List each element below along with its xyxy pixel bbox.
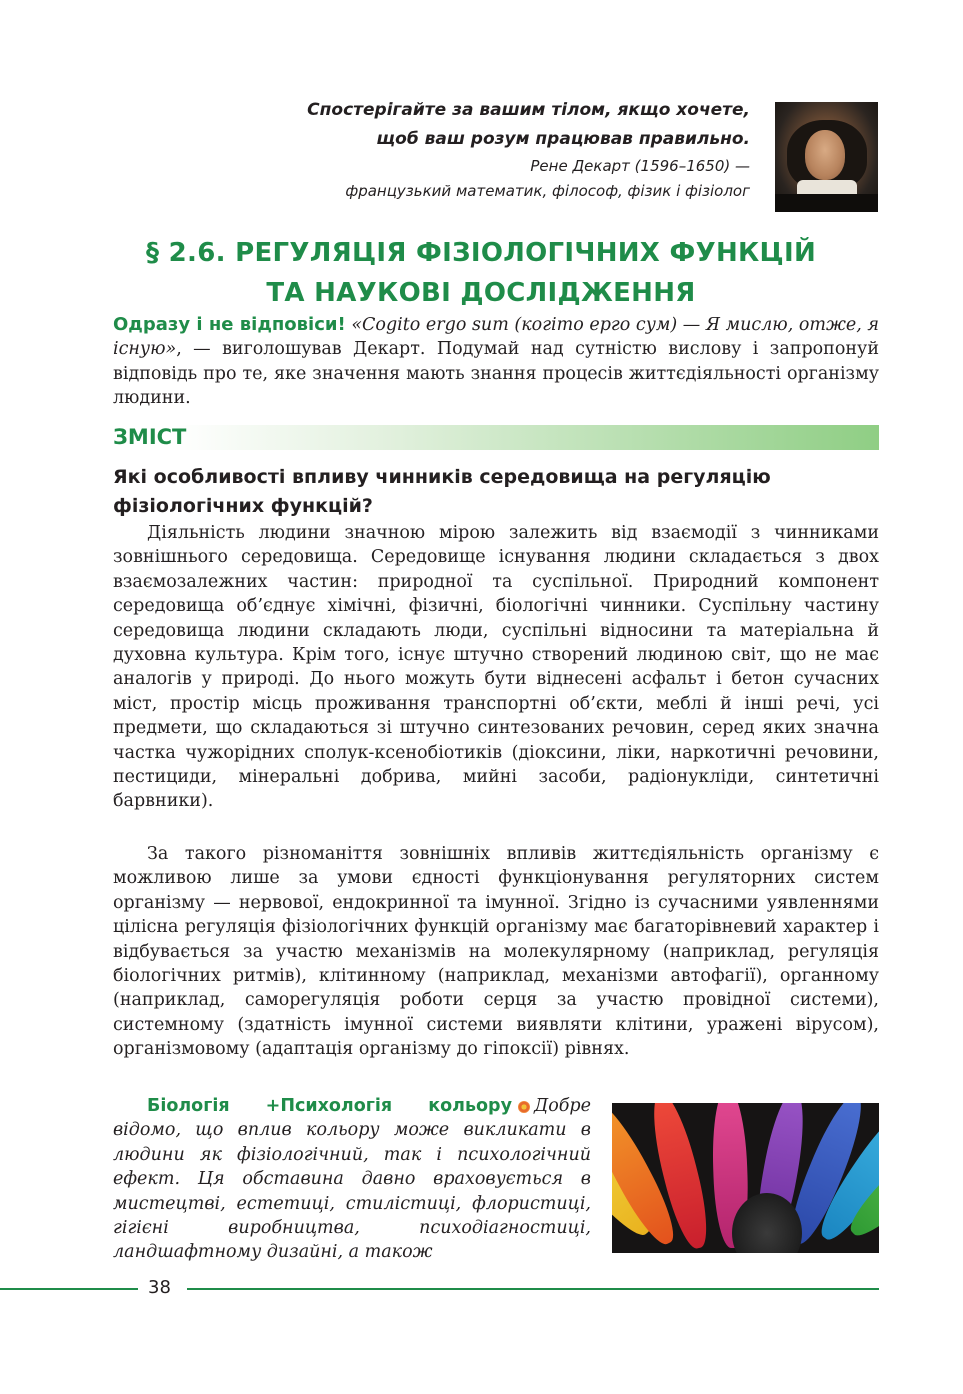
epigraph-author-line-2: французький математик, філософ, фізик і фізіолог [345, 182, 750, 200]
intro-text: , — виголошував Декарт. Подумай над сутністю вислову і запропонуй відповідь про те, яке значення мають знання процесів життєдіяльності організму людини. [113, 339, 879, 409]
intro-paragraph [113, 313, 879, 411]
descartes-portrait [775, 102, 878, 212]
subheading-line-2: фізіологічних функцій? [113, 495, 373, 517]
page-title [0, 233, 963, 313]
subheading-line-1: Які особливості впливу чинників середовища на регуляцію [113, 466, 771, 488]
page-title-line-2: ТА НАУКОВІ ДОСЛІДЖЕННЯ [266, 278, 696, 308]
epigraph [230, 96, 750, 204]
sidebox-lead: Біологія +Психологія кольору [147, 1096, 512, 1116]
footer-rule-right [187, 1288, 879, 1290]
colorful-petals-photo [612, 1103, 879, 1253]
subheading [113, 463, 879, 521]
page-number: 38 [148, 1277, 171, 1298]
intro-quote: «Cogito ergo sum (когіто ерго сум) — Я мислю, отже, я існую» [113, 315, 879, 360]
body-paragraph-2: За такого різноманіття зовнішніх впливів життєдіяльність організму є можливою лише за умови єдності функціонування регуляторних систем організму — нервової, ендокринної та імунної. Згідно із сучасними уявленнями цілісна регуляція фізіологічних функцій організму має багаторівневий характер і відбувається за участю механізмів на молекулярному (наприклад, регуляція біологічних ритмів), клітинному (наприклад, механізми автофагії), органному (наприклад, саморегуляція роботи серця за участю провідної системи), системному (здатність імунної системи виявляти клітини, уражені вірусом), організмовому (адаптація організму до гіпоксії) рівнях. [113, 844, 879, 1060]
epigraph-author-line-1: Рене Декарт (1596–1650) — [530, 157, 750, 175]
epigraph-quote-line-2: щоб ваш розум працював правильно. [376, 129, 750, 149]
section-label: ЗМІСТ [113, 425, 187, 449]
footer-rule-left [0, 1288, 138, 1290]
epigraph-quote-line-1: Спостерігайте за вашим тілом, якщо хочете, [307, 100, 750, 120]
body-paragraph-1: Діяльність людини значною мірою залежить від взаємодії з чинниками зовнішнього середовища. Середовище існування людини складається з двох взаємозалежних частин: природної та суспільної. Природний компонент середовища об’єднує хімічні, фізичні, біологічні чинники. Суспільну частину середовища людини складають люди, суспільні відносини та матеріальна й духовна культура. Крім того, існує штучно створений людиною світ, що не має аналогів у природі. До нього можуть бути віднесені асфальт і бетон сучасних міст, простір місць проживання транспортні об’єкти, меблі й інші речі, усі предмети, що складаються зі штучно синтезованих речовин, серед яких значна частка чужорідних сполук-ксенобіотиків (діоксини, ліки, наркотичні речовини, пестициди, мінеральні добрива, мийні засоби, радіонукліди, синтетичні барвники). [113, 523, 879, 812]
flower-icon [518, 1101, 530, 1113]
page-title-line-1: § 2.6. РЕГУЛЯЦІЯ ФІЗІОЛОГІЧНИХ ФУНКЦІЙ [145, 238, 817, 268]
section-bar [113, 425, 879, 450]
sidebox [113, 1094, 591, 1265]
sidebox-text: Добре відомо, що вплив кольору може викликати в людини як фізіологічний, так і психологічний ефект. Ця обставина давно враховується в мистецтві, естетиці, стилістиці, флористиці, гігієні виробництва, психодіагностиці, ландшафтному дизайні, а також [113, 1096, 591, 1263]
intro-lead: Одразу і не відповіси! [113, 314, 346, 335]
